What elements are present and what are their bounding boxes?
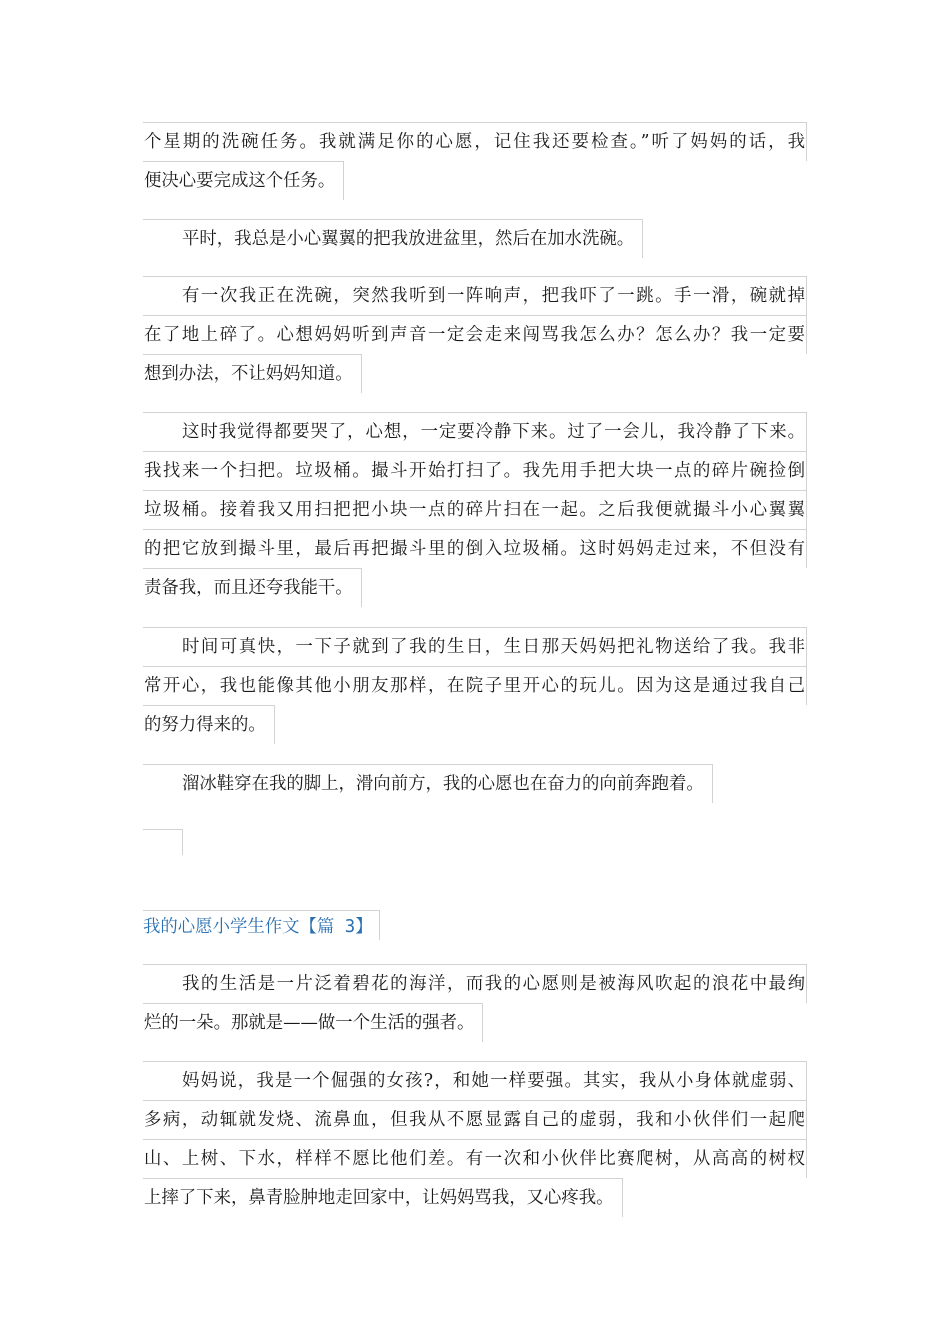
- paragraph-2: [143, 219, 807, 262]
- text-line: 山、上树、下水，样样不愿比他们差。有一次和小伙伴比赛爬树，从高高的树杈: [143, 1139, 807, 1178]
- text-line: 责备我，而且还夸我能干。: [143, 568, 362, 607]
- text-line: 烂的一朵。那就是——做一个生活的强者。: [143, 1003, 483, 1042]
- paragraph-5: [143, 627, 807, 748]
- text-line: 妈妈说，我是一个倔强的女孩?，和她一样要强。其实，我从小身体就虚弱、: [143, 1061, 807, 1100]
- paragraph-4: [143, 412, 807, 611]
- text-line: 多病，动辄就发烧、流鼻血，但我从不愿显露自己的虚弱，我和小伙伴们一起爬: [143, 1100, 807, 1139]
- paragraph-3: [143, 276, 807, 397]
- text-line: 我的生活是一片泛着碧花的海洋，而我的心愿则是被海风吹起的浪花中最绚: [143, 964, 807, 1003]
- text-line: 溜冰鞋穿在我的脚上，滑向前方，我的心愿也在奋力的向前奔跑着。: [143, 764, 713, 803]
- section-heading: 我的心愿小学生作文【篇 3】: [143, 910, 380, 940]
- text-line: 平时，我总是小心翼翼的把我放进盆里，然后在加水洗碗。: [143, 219, 643, 258]
- text-line: 这时我觉得都要哭了，心想，一定要冷静下来。过了一会儿，我冷静了下来。: [143, 412, 807, 451]
- text-line: 我找来一个扫把。垃圾桶。撮斗开始打扫了。我先用手把大块一点的碎片碗捡倒: [143, 451, 807, 490]
- text-line: 想到办法，不让妈妈知道。: [143, 354, 362, 393]
- text-line: 在了地上碎了。心想妈妈听到声音一定会走来闯骂我怎么办？怎么办？我一定要: [143, 315, 807, 354]
- paragraph-6: [143, 764, 807, 807]
- text-line: 常开心，我也能像其他小朋友那样，在院子里开心的玩儿。因为这是通过我自己: [143, 666, 807, 705]
- paragraph-1: [143, 122, 807, 204]
- text-line: 的努力得来的。: [143, 705, 275, 744]
- text-line: 的把它放到撮斗里，最后再把撮斗里的倒入垃圾桶。这时妈妈走过来，不但没有: [143, 529, 807, 568]
- paragraph-7: [143, 964, 807, 1046]
- text-line: 个星期的洗碗任务。我就满足你的心愿，记住我还要检查。”听了妈妈的话，我: [143, 122, 807, 161]
- text-line: 上摔了下来，鼻青脸肿地走回家中，让妈妈骂我，又心疼我。: [143, 1178, 623, 1217]
- empty-line-box: [143, 829, 183, 855]
- text-line: 便决心要完成这个任务。: [143, 161, 344, 200]
- text-line: 时间可真快，一下子就到了我的生日，生日那天妈妈把礼物送给了我。我非: [143, 627, 807, 666]
- text-line: 有一次我正在洗碗，突然我听到一阵响声，把我吓了一跳。手一滑，碗就掉: [143, 276, 807, 315]
- text-line: 垃圾桶。接着我又用扫把把小块一点的碎片扫在一起。之后我便就撮斗小心翼翼: [143, 490, 807, 529]
- paragraph-8: [143, 1061, 807, 1221]
